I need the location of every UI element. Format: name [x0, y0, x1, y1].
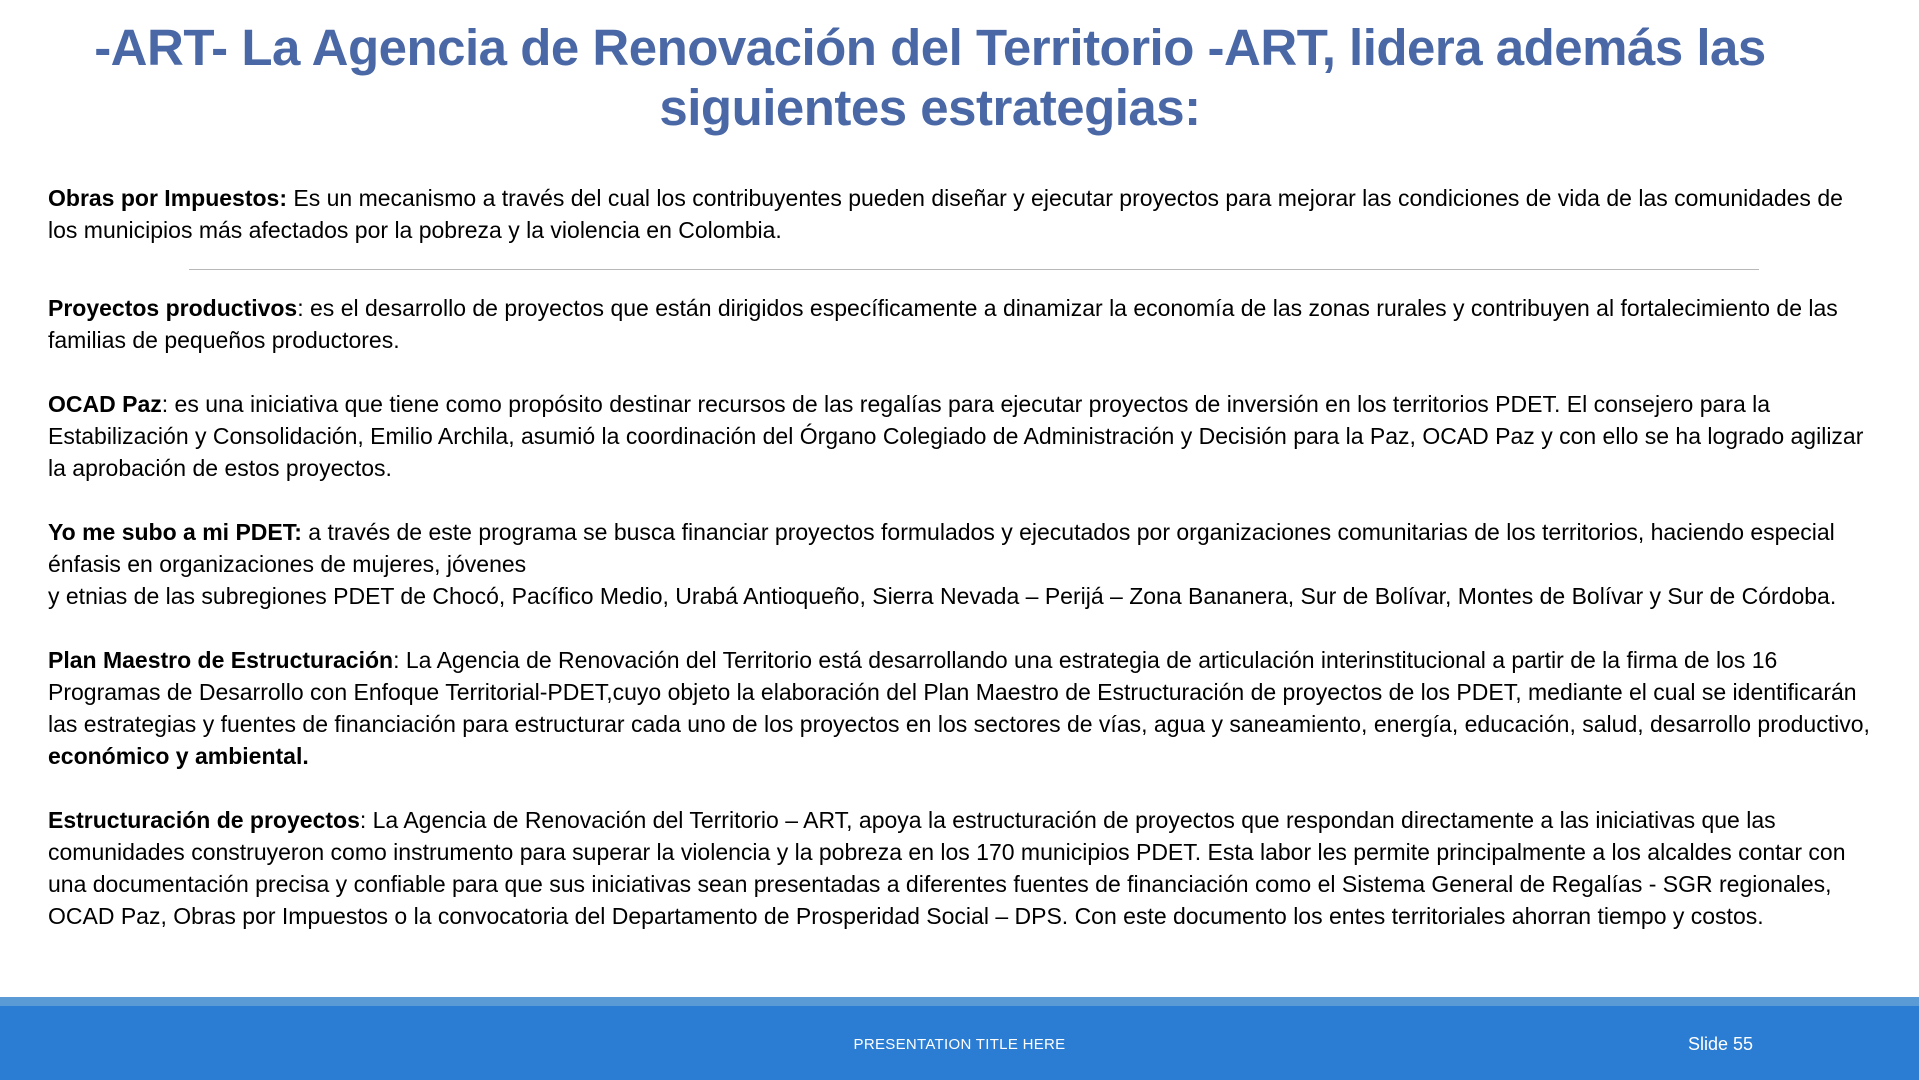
item-text: Es un mecanismo a través del cual los contribuyentes pueden diseñar y ejecutar proyectos para mejorar las condiciones de vida de las comunidades de los municipios más afectados por la pobreza y la violencia en Colombia. — [48, 185, 1843, 243]
item-term: Estructuración de proyectos — [48, 807, 360, 833]
item-text: : La Agencia de Renovación del Territorio – ART, apoya la estructuración de proyectos que respondan directamente a las iniciativas que las comunidades construyeron como instrumento para superar la violencia y la pobreza en los 170 municipios PDET. Esta labor les permite principalmente a los alcaldes contar con una documentación precisa y confiable para que sus iniciativas sean presentadas a diferentes fuentes de financiación como el Sistema General de Regalías - SGR regionales, OCAD Paz, Obras por Impuestos o la convocatoria del Departamento de Prosperidad Social – DPS. Con este documento los entes territoriales ahorran tiempo y costos. — [48, 807, 1846, 929]
item-text: : es una iniciativa que tiene como propósito destinar recursos de las regalías para ejecutar proyectos de inversión en los territorios PDET. El consejero para la Estabilización y Consolidación, Emilio Archila, asumió la coordinación del Órgano Colegiado de Administración y Decisión para la Paz, OCAD Paz y con ello se ha logrado agilizar la aprobación de estos proyectos. — [48, 391, 1864, 481]
item-text: : es el desarrollo de proyectos que están dirigidos específicamente a dinamizar la economía de las zonas rurales y contribuyen al fortalecimiento de las familias de pequeños productores. — [48, 295, 1838, 353]
item-term: Obras por Impuestos: — [48, 185, 287, 211]
slide-number: Slide 55 — [1688, 1034, 1754, 1054]
item-term: Plan Maestro de Estructuración — [48, 647, 394, 673]
footer-bar — [0, 1006, 1919, 1080]
item-estructuracion-de-proyectos — [48, 804, 1878, 932]
item-text-line2: y etnias de las subregiones PDET de Chocó, Pacífico Medio, Urabá Antioqueño, Sierra Nevada – Perijá – Zona Bananera, Sur de Bolívar, Montes de Bolívar y Sur de Córdoba. — [48, 583, 1837, 609]
item-term: Yo me subo a mi PDET: — [48, 519, 302, 545]
item-text: : La Agencia de Renovación del Territorio está desarrollando una estrategia de articulación interinstitucional a partir de la firma de los 16 Programas de Desarrollo con Enfoque Territorial-PDET,cuyo objeto la elaboración del Plan Maestro de Estructuración de proyectos de los PDET, mediante el cual se identificarán las estrategias y fuentes de financiación para estructurar cada uno de los proyectos en los sectores de vías, agua y saneamiento, energía, educación, salud, desarrollo productivo, — [48, 647, 1870, 737]
item-yo-me-subo-a-mi-pdet — [48, 516, 1878, 612]
item-plan-maestro — [48, 644, 1878, 772]
item-term: Proyectos productivos — [48, 295, 298, 321]
item-ocad-paz — [48, 388, 1878, 484]
item-obras-por-impuestos — [48, 182, 1878, 246]
footer-accent-stripe — [0, 997, 1919, 1006]
item-proyectos-productivos — [48, 292, 1878, 356]
slide-title: -ART- La Agencia de Renovación del Territorio -ART, lidera además las siguientes estrategias: — [94, 19, 1766, 136]
item-text-bold-end: económico y ambiental. — [48, 743, 309, 769]
item-term: OCAD Paz — [48, 391, 162, 417]
footer-presentation-title: PRESENTATION TITLE HERE — [853, 1036, 1066, 1053]
slide-body — [48, 182, 1878, 932]
item-text: a través de este programa se busca financiar proyectos formulados y ejecutados por organizaciones comunitarias de los territorios, haciendo especial énfasis en organizaciones de mujeres, jóvenes — [48, 519, 1835, 577]
